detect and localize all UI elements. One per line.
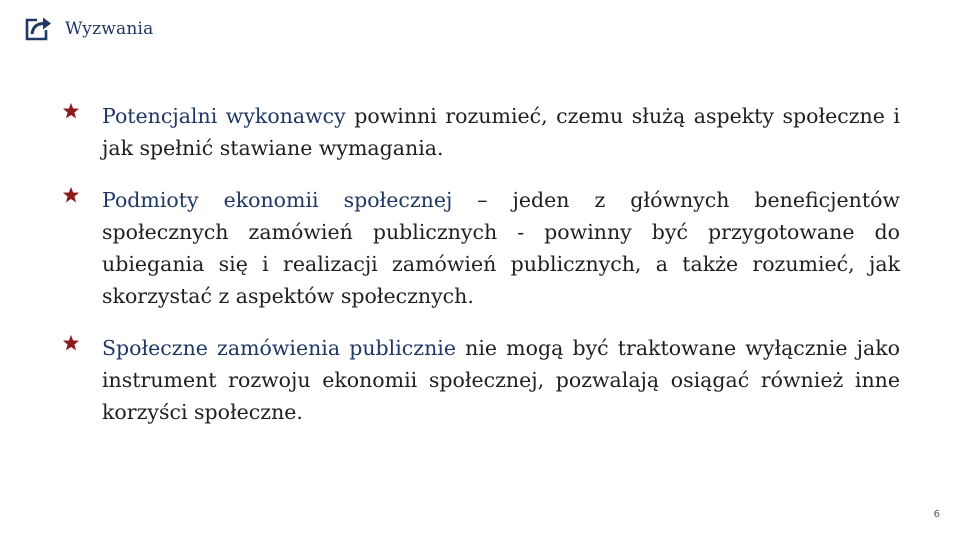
- bullet-body: – jeden z głównych beneficjentów społecznych zamówień publicznych - powinny być przygotowane do ubiegania się i realizacji zamówień publicznych, a także rozumieć, jak skorzystać z aspektów społecznych.: [102, 188, 900, 308]
- star-bullet-icon: [62, 186, 80, 204]
- bullet-text: [102, 100, 900, 164]
- bullet-body: powinni rozumieć, czemu służą aspekty społeczne i jak spełnić stawiane wymagania.: [102, 104, 900, 160]
- bullet-item: [62, 184, 900, 312]
- page-number: 6: [933, 509, 940, 520]
- bullet-list: [62, 100, 900, 448]
- bullet-highlight: Podmioty ekonomii społecznej: [102, 188, 453, 212]
- slide-title: Wyzwania: [65, 19, 154, 39]
- bullet-text: [102, 184, 900, 312]
- bullet-text: [102, 332, 900, 428]
- bullet-highlight: Społeczne zamówienia publicznie: [102, 336, 456, 360]
- bullet-item: [62, 332, 900, 428]
- star-bullet-icon: [62, 102, 80, 120]
- share-arrow-icon: [22, 14, 52, 44]
- bullet-item: [62, 100, 900, 164]
- bullet-body: nie mogą być traktowane wyłącznie jako instrument rozwoju ekonomii społecznej, pozwalają osiągać również inne korzyści społeczne.: [102, 336, 900, 424]
- bullet-highlight: Potencjalni wykonawcy: [102, 104, 346, 128]
- slide-header: [22, 14, 153, 44]
- star-bullet-icon: [62, 334, 80, 352]
